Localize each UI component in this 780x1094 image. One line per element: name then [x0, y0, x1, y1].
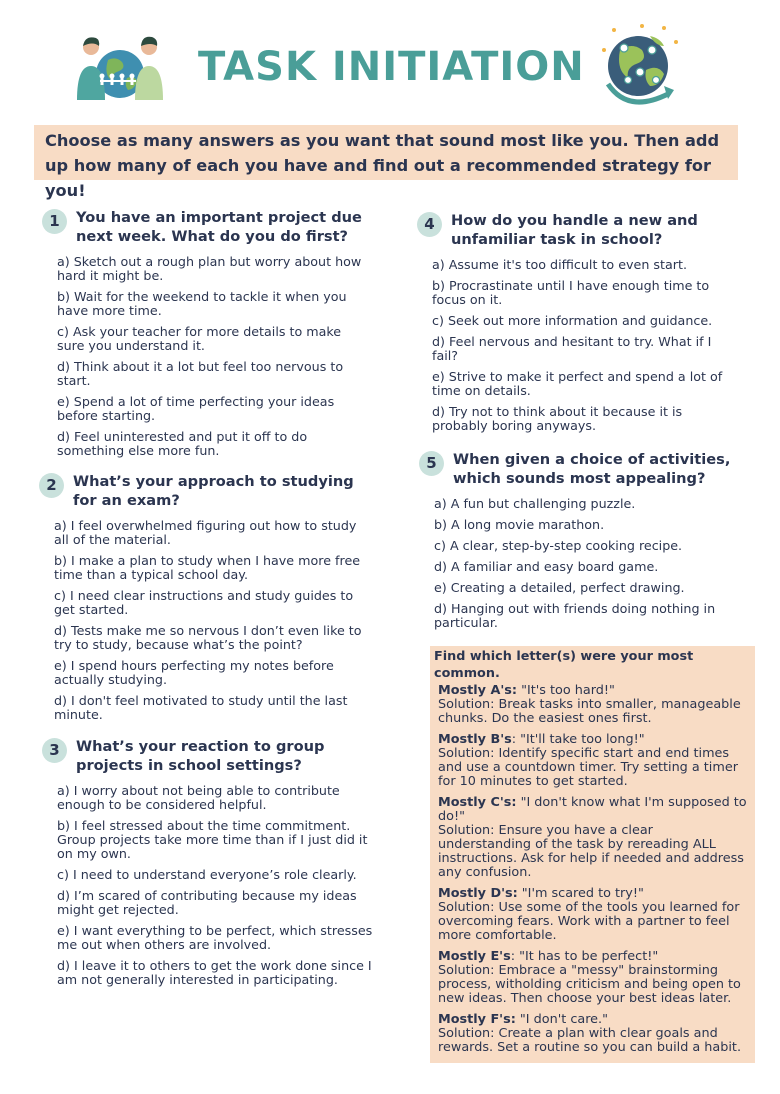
answer-option[interactable]: d) I’m scared of contributing because my ideas might get rejected.	[57, 888, 357, 917]
answer-option[interactable]: a) Assume it's too difficult to even start.	[432, 257, 688, 272]
answer-option[interactable]: c) I need clear instructions and study guides to get started.	[54, 588, 354, 617]
result-quote: "I don't care."	[519, 1012, 609, 1027]
question-text: How do you handle a new and unfamiliar task in school?	[451, 212, 698, 248]
question-number-badge: 5	[419, 451, 444, 476]
result-label: Mostly A's:	[438, 683, 517, 698]
answer-option[interactable]: d) A familiar and easy board game.	[434, 559, 659, 574]
answer-option[interactable]: e) Creating a detailed, perfect drawing.	[434, 580, 685, 595]
answer-option[interactable]: c) Ask your teacher for more details to make sure you understand it.	[57, 324, 342, 353]
answer-option[interactable]: a) I worry about not being able to contribute enough to be considered helpful.	[57, 783, 340, 812]
question-2	[39, 472, 379, 729]
answer-option[interactable]: d) Hanging out with friends doing nothing in particular.	[434, 601, 716, 630]
question-4	[417, 211, 735, 440]
globe-arrow-illustration	[594, 20, 686, 108]
answer-option[interactable]: e) Spend a lot of time perfecting your ideas before starting.	[57, 394, 335, 423]
result-label: Mostly D's:	[438, 886, 518, 901]
result-label: Mostly B's	[438, 732, 512, 747]
result-entry-e	[434, 950, 749, 1006]
answer-option[interactable]: d) Try not to think about it because it is probably boring anyways.	[432, 404, 683, 433]
result-entry-d	[434, 887, 749, 943]
answer-option[interactable]: b) I make a plan to study when I have more free time than a typical school day.	[54, 553, 361, 582]
question-text: What’s your reaction to group projects in school settings?	[76, 738, 325, 774]
question-number-badge: 2	[39, 473, 64, 498]
page-title: TASK INITIATION	[198, 44, 585, 90]
answer-option[interactable]: b) I feel stressed about the time commitment. Group projects take more time than if I just did it on my own.	[57, 818, 368, 861]
result-quote: : "It has to be perfect!"	[510, 949, 659, 964]
answer-option[interactable]: a) A fun but challenging puzzle.	[434, 496, 636, 511]
question-1	[42, 208, 372, 465]
answer-option[interactable]: a) I feel overwhelmed figuring out how to study all of the material.	[54, 518, 357, 547]
answer-option[interactable]: b) A long movie marathon.	[434, 517, 605, 532]
question-text: When given a choice of activities, which sounds most appealing?	[453, 451, 731, 487]
result-entry-c	[434, 796, 749, 880]
result-label: Mostly F's:	[438, 1012, 516, 1027]
answer-option[interactable]: d) I leave it to others to get the work done since I am not generally interested in participating.	[57, 958, 372, 987]
question-3	[42, 737, 380, 994]
answer-option[interactable]: b) Procrastinate until I have enough time to focus on it.	[432, 278, 710, 307]
result-entry-f	[434, 1013, 749, 1055]
question-number-badge: 4	[417, 212, 442, 237]
students-globe-illustration	[72, 34, 168, 104]
answer-option[interactable]: c) Seek out more information and guidance.	[432, 313, 713, 328]
answer-option[interactable]: d) Feel uninterested and put it off to do something else more fun.	[57, 429, 308, 458]
result-label: Mostly C's:	[438, 795, 517, 810]
results-heading: Find which letter(s) were your most common.	[434, 649, 694, 681]
result-solution: Solution: Break tasks into smaller, manageable chunks. Do the easiest ones first.	[438, 697, 741, 726]
question-number-badge: 1	[42, 209, 67, 234]
answer-option[interactable]: d) Think about it a lot but feel too nervous to start.	[57, 359, 344, 388]
result-quote: : "It'll take too long!"	[511, 732, 645, 747]
result-entry-b	[434, 733, 749, 789]
result-solution: Solution: Ensure you have a clear understanding of the task by rereading ALL instructions. Ask for help if needed and address any confusion.	[438, 823, 744, 880]
question-5	[419, 450, 757, 637]
answer-option[interactable]: a) Sketch out a rough plan but worry about how hard it might be.	[57, 254, 362, 283]
result-entry-a	[434, 684, 749, 726]
result-solution: Solution: Use some of the tools you learned for overcoming fears. Work with a partner to feel more comfortable.	[438, 900, 740, 943]
result-quote: "I don't know what I'm supposed to do!"	[438, 795, 747, 824]
answer-option[interactable]: e) I want everything to be perfect, which stresses me out when others are involved.	[57, 923, 373, 952]
answer-option[interactable]: c) A clear, step-by-step cooking recipe.	[434, 538, 683, 553]
result-solution: Solution: Embrace a "messy" brainstorming process, witholding criticism and being open to new ideas. Then choose your best ideas later.	[438, 963, 741, 1006]
result-solution: Solution: Create a plan with clear goals and rewards. Set a routine so you can build a habit.	[438, 1026, 742, 1055]
result-label: Mostly E's	[438, 949, 511, 964]
result-quote: "I'm scared to try!"	[521, 886, 644, 901]
results-key	[430, 646, 755, 1063]
result-quote: "It's too hard!"	[521, 683, 615, 698]
answer-option[interactable]: e) I spend hours perfecting my notes before actually studying.	[54, 658, 334, 687]
answer-option[interactable]: d) Tests make me so nervous I don’t even like to try to study, because what’s the point?	[54, 623, 362, 652]
answer-option[interactable]: d) Feel nervous and hesitant to try. What if I fail?	[432, 334, 712, 363]
question-text: What’s your approach to studying for an exam?	[73, 473, 354, 509]
instructions-banner: Choose as many answers as you want that sound most like you. Then add up how many of each you have and find out a recommended strategy for you!	[34, 125, 738, 180]
answer-option[interactable]: b) Wait for the weekend to tackle it when you have more time.	[57, 289, 347, 318]
answer-option[interactable]: e) Strive to make it perfect and spend a lot of time on details.	[432, 369, 723, 398]
question-number-badge: 3	[42, 738, 67, 763]
answer-option[interactable]: d) I don't feel motivated to study until the last minute.	[54, 693, 348, 722]
answer-option[interactable]: c) I need to understand everyone’s role clearly.	[57, 867, 357, 882]
question-text: You have an important project due next week. What do you do first?	[76, 209, 362, 245]
result-solution: Solution: Identify specific start and end times and use a countdown timer. Try setting a timer for 10 minutes to get started.	[438, 746, 738, 789]
